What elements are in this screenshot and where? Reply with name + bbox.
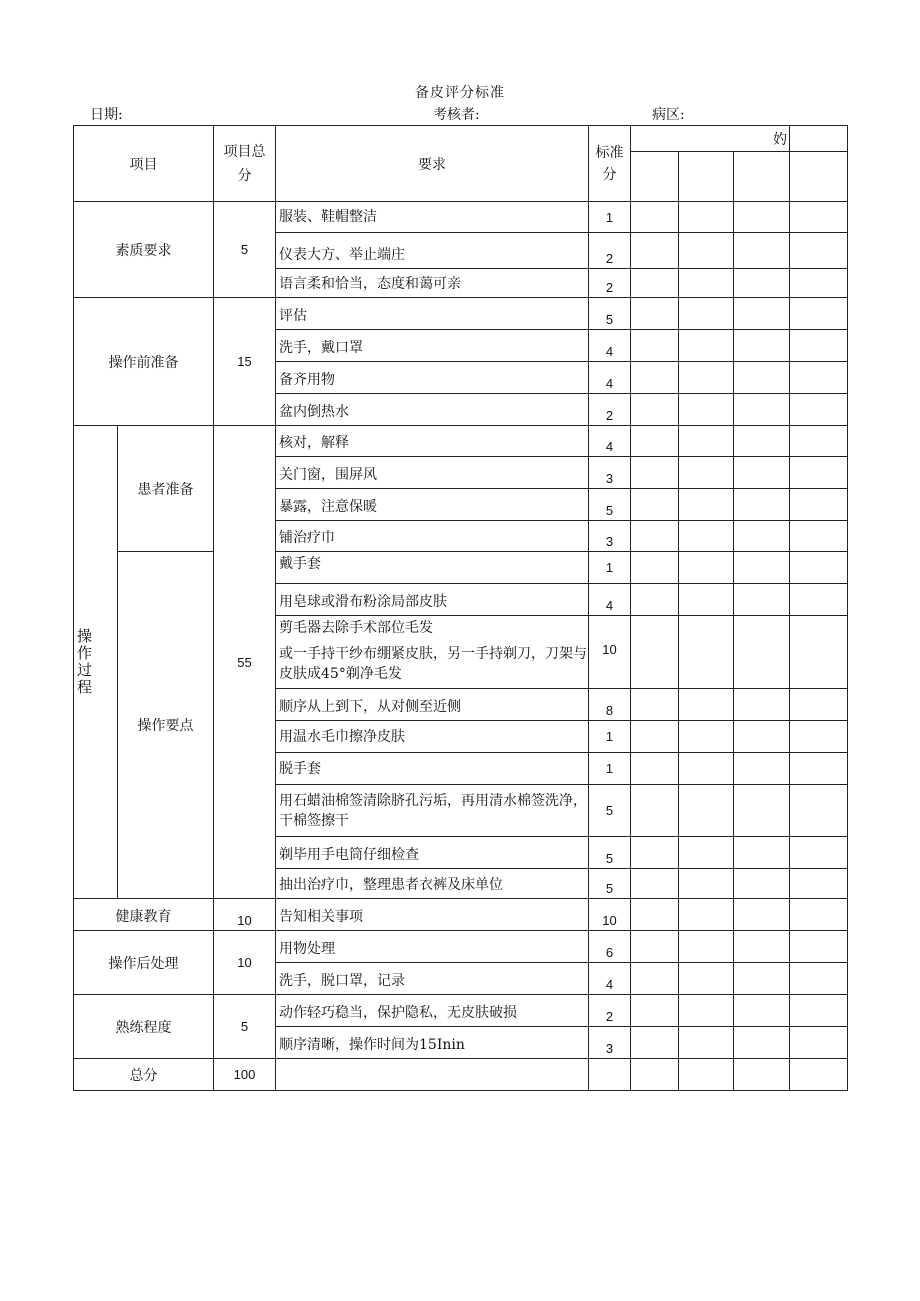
standard-score: 1 xyxy=(589,552,631,584)
standard-score: 4 xyxy=(589,426,631,457)
standard-score: 5 xyxy=(589,869,631,899)
score-cell[interactable] xyxy=(679,963,734,995)
section-prep-label: 操作前准备 xyxy=(74,298,214,426)
score-cell[interactable] xyxy=(790,1027,848,1059)
score-cell[interactable] xyxy=(631,521,679,552)
score-cell[interactable] xyxy=(679,489,734,521)
score-cell[interactable] xyxy=(790,899,848,931)
requirement-cell: 语言柔和恰当，态度和蔼可亲 xyxy=(276,269,589,298)
score-cell[interactable] xyxy=(790,753,848,785)
score-cell[interactable] xyxy=(734,753,790,785)
standard-score: 2 xyxy=(589,233,631,269)
score-cell[interactable] xyxy=(790,269,848,298)
score-cell[interactable] xyxy=(790,837,848,869)
score-cell[interactable] xyxy=(679,152,734,202)
score-cell[interactable] xyxy=(790,521,848,552)
score-cell[interactable] xyxy=(631,899,679,931)
score-cell[interactable] xyxy=(790,721,848,753)
requirement-cell: 核对，解释 xyxy=(276,426,589,457)
standard-score: 10 xyxy=(589,899,631,931)
sum-total: 100 xyxy=(214,1059,276,1091)
score-cell[interactable] xyxy=(734,394,790,426)
score-cell[interactable] xyxy=(790,584,848,616)
section-skill-label: 熟练程度 xyxy=(74,995,214,1059)
requirement-cell: 洗手，脱口罩，记录 xyxy=(276,963,589,995)
score-cell[interactable] xyxy=(734,1059,790,1091)
requirement-line: 或一手持干纱布绷紧皮肤，另一手持剃刀，刀架与皮肤成45°剃净毛发 xyxy=(279,646,587,682)
standard-score: 10 xyxy=(589,616,631,689)
score-cell[interactable] xyxy=(631,233,679,269)
score-cell[interactable] xyxy=(734,931,790,963)
score-cell[interactable] xyxy=(734,457,790,489)
standard-score: 4 xyxy=(589,362,631,394)
header-standard xyxy=(589,126,631,202)
standard-score: 4 xyxy=(589,330,631,362)
score-cell[interactable] xyxy=(734,298,790,330)
section-post-total: 10 xyxy=(214,931,276,995)
section-quality-label: 素质要求 xyxy=(74,202,214,298)
standard-score: 3 xyxy=(589,521,631,552)
subsection-key-label: 操作要点 xyxy=(118,552,214,899)
requirement-cell: 抽出治疗巾，整理患者衣裤及床单位 xyxy=(276,869,589,899)
score-cell[interactable] xyxy=(631,753,679,785)
standard-score: 8 xyxy=(589,689,631,721)
section-post-label: 操作后处理 xyxy=(74,931,214,995)
requirement-cell: 脱手套 xyxy=(276,753,589,785)
score-cell[interactable] xyxy=(679,426,734,457)
section-skill-total: 5 xyxy=(214,995,276,1059)
score-cell[interactable] xyxy=(734,552,790,584)
score-cell[interactable] xyxy=(679,785,734,837)
requirement-cell: 关门窗，围屏风 xyxy=(276,457,589,489)
header-requirement: 要求 xyxy=(276,126,589,202)
score-cell[interactable] xyxy=(679,330,734,362)
requirement-cell: 服装、鞋帽整洁 xyxy=(276,202,589,233)
score-cell[interactable] xyxy=(631,552,679,584)
score-cell[interactable] xyxy=(679,899,734,931)
score-cell[interactable] xyxy=(734,269,790,298)
score-cell[interactable] xyxy=(631,426,679,457)
standard-score: 1 xyxy=(589,202,631,233)
requirement-cell: 铺治疗巾 xyxy=(276,521,589,552)
standard-score: 2 xyxy=(589,995,631,1027)
score-cell[interactable] xyxy=(631,394,679,426)
header-blank-cell xyxy=(790,126,848,152)
score-cell[interactable] xyxy=(734,521,790,552)
requirement-cell: 洗手，戴口罩 xyxy=(276,330,589,362)
standard-score: 5 xyxy=(589,785,631,837)
score-cell[interactable] xyxy=(679,931,734,963)
score-cell[interactable] xyxy=(631,721,679,753)
score-cell[interactable] xyxy=(790,785,848,837)
score-cell[interactable] xyxy=(734,584,790,616)
score-cell[interactable] xyxy=(734,899,790,931)
score-cell[interactable] xyxy=(790,689,848,721)
score-cell[interactable] xyxy=(679,689,734,721)
score-cell[interactable] xyxy=(790,869,848,899)
score-cell[interactable] xyxy=(734,426,790,457)
header-name-cell xyxy=(631,126,790,152)
score-cell[interactable] xyxy=(679,521,734,552)
scoring-table xyxy=(73,125,848,1091)
score-cell[interactable] xyxy=(734,362,790,394)
score-cell[interactable] xyxy=(790,362,848,394)
score-cell[interactable] xyxy=(734,616,790,689)
score-cell[interactable] xyxy=(631,616,679,689)
score-cell[interactable] xyxy=(679,616,734,689)
standard-score: 5 xyxy=(589,837,631,869)
header-total-text: 项目总分 xyxy=(223,143,266,184)
score-cell[interactable] xyxy=(631,995,679,1027)
requirement-cell: 仪表大方、举止端庄 xyxy=(276,233,589,269)
standard-score: 2 xyxy=(589,269,631,298)
standard-score: 5 xyxy=(589,298,631,330)
score-cell[interactable] xyxy=(790,394,848,426)
score-cell[interactable] xyxy=(631,963,679,995)
sum-blank-cell xyxy=(276,1059,589,1091)
score-cell[interactable] xyxy=(790,995,848,1027)
score-cell[interactable] xyxy=(631,489,679,521)
score-cell[interactable] xyxy=(679,1059,734,1091)
score-cell[interactable] xyxy=(631,689,679,721)
score-cell[interactable] xyxy=(790,152,848,202)
score-cell[interactable] xyxy=(631,785,679,837)
requirement-cell: 顺序清晰，操作时间为15Inin xyxy=(276,1027,589,1059)
subsection-patient-label: 患者准备 xyxy=(118,426,214,552)
score-cell[interactable] xyxy=(679,584,734,616)
standard-score: 2 xyxy=(589,394,631,426)
section-process-total: 55 xyxy=(214,426,276,899)
section-process-label-text: 操作过程 xyxy=(77,626,93,696)
score-cell[interactable] xyxy=(631,362,679,394)
header-total xyxy=(214,126,276,202)
score-cell[interactable] xyxy=(631,457,679,489)
score-cell[interactable] xyxy=(734,202,790,233)
standard-score: 6 xyxy=(589,931,631,963)
standard-score: 3 xyxy=(589,1027,631,1059)
score-cell[interactable] xyxy=(734,330,790,362)
requirement-cell: 剃毕用手电筒仔细检查 xyxy=(276,837,589,869)
standard-score: 4 xyxy=(589,963,631,995)
score-cell[interactable] xyxy=(790,298,848,330)
score-cell[interactable] xyxy=(734,963,790,995)
score-cell[interactable] xyxy=(679,362,734,394)
ward-label: 病区: xyxy=(652,107,685,123)
score-cell[interactable] xyxy=(790,931,848,963)
score-cell[interactable] xyxy=(734,869,790,899)
score-cell[interactable] xyxy=(790,1059,848,1091)
score-cell[interactable] xyxy=(734,995,790,1027)
score-cell[interactable] xyxy=(679,1027,734,1059)
section-quality-total: 5 xyxy=(214,202,276,298)
score-cell[interactable] xyxy=(631,931,679,963)
score-cell[interactable] xyxy=(679,869,734,899)
score-cell[interactable] xyxy=(631,269,679,298)
score-cell[interactable] xyxy=(734,489,790,521)
requirement-cell: 顺序从上到下，从对侧至近侧 xyxy=(276,689,589,721)
score-cell[interactable] xyxy=(631,1027,679,1059)
requirement-line: 剪毛器去除手术部位毛发 xyxy=(279,620,433,636)
requirement-cell: 用物处理 xyxy=(276,931,589,963)
page-title: 备皮评分标准 xyxy=(415,85,505,101)
score-cell[interactable] xyxy=(790,233,848,269)
score-cell[interactable] xyxy=(631,152,679,202)
score-cell[interactable] xyxy=(679,298,734,330)
score-cell[interactable] xyxy=(790,616,848,689)
requirement-cell xyxy=(276,616,589,689)
score-cell[interactable] xyxy=(734,785,790,837)
score-cell[interactable] xyxy=(790,426,848,457)
requirement-cell: 用温水毛巾擦净皮肤 xyxy=(276,721,589,753)
section-health-total: 10 xyxy=(214,899,276,931)
score-cell[interactable] xyxy=(790,489,848,521)
score-cell[interactable] xyxy=(679,269,734,298)
score-cell[interactable] xyxy=(734,1027,790,1059)
score-cell[interactable] xyxy=(679,721,734,753)
sum-standard-cell xyxy=(589,1059,631,1091)
section-health-label: 健康教育 xyxy=(74,899,214,931)
score-cell[interactable] xyxy=(790,552,848,584)
score-cell[interactable] xyxy=(790,457,848,489)
section-prep-total: 15 xyxy=(214,298,276,426)
score-cell[interactable] xyxy=(679,202,734,233)
requirement-cell: 动作轻巧稳当，保护隐私，无皮肤破损 xyxy=(276,995,589,1027)
examiner-label: 考核者: xyxy=(433,107,480,123)
sum-label: 总分 xyxy=(74,1059,214,1091)
standard-score: 1 xyxy=(589,753,631,785)
score-cell[interactable] xyxy=(631,837,679,869)
score-cell[interactable] xyxy=(631,869,679,899)
requirement-cell: 备齐用物 xyxy=(276,362,589,394)
score-cell[interactable] xyxy=(679,995,734,1027)
header-name-glyph: 妁 xyxy=(773,131,788,148)
score-cell[interactable] xyxy=(631,584,679,616)
standard-score: 4 xyxy=(589,584,631,616)
score-cell[interactable] xyxy=(734,721,790,753)
requirement-cell: 告知相关事项 xyxy=(276,899,589,931)
standard-score: 5 xyxy=(589,489,631,521)
score-cell[interactable] xyxy=(631,1059,679,1091)
score-cell[interactable] xyxy=(790,963,848,995)
score-cell[interactable] xyxy=(679,457,734,489)
requirement-cell: 暴露，注意保暖 xyxy=(276,489,589,521)
score-cell[interactable] xyxy=(631,298,679,330)
score-cell[interactable] xyxy=(734,837,790,869)
score-cell[interactable] xyxy=(790,330,848,362)
section-process-label xyxy=(74,426,118,899)
score-cell[interactable] xyxy=(631,202,679,233)
standard-score: 3 xyxy=(589,457,631,489)
score-cell[interactable] xyxy=(734,689,790,721)
score-cell[interactable] xyxy=(679,837,734,869)
score-cell[interactable] xyxy=(679,552,734,584)
score-cell[interactable] xyxy=(679,394,734,426)
requirement-cell: 评估 xyxy=(276,298,589,330)
requirement-cell: 用皂球或滑布粉涂局部皮肤 xyxy=(276,584,589,616)
requirement-cell: 盆内倒热水 xyxy=(276,394,589,426)
date-label: 日期: xyxy=(90,107,123,123)
requirement-cell: 戴手套 xyxy=(276,552,589,584)
requirement-cell: 用石蜡油棉签清除脐孔污垢，再用清水棉签洗净，干棉签擦干 xyxy=(276,785,589,837)
header-standard-text: 标准分 xyxy=(595,144,624,183)
score-cell[interactable] xyxy=(734,233,790,269)
score-cell[interactable] xyxy=(679,233,734,269)
score-cell[interactable] xyxy=(631,330,679,362)
score-cell[interactable] xyxy=(679,753,734,785)
header-item: 项目 xyxy=(74,126,214,202)
score-cell[interactable] xyxy=(790,202,848,233)
standard-score: 1 xyxy=(589,721,631,753)
score-cell[interactable] xyxy=(734,152,790,202)
